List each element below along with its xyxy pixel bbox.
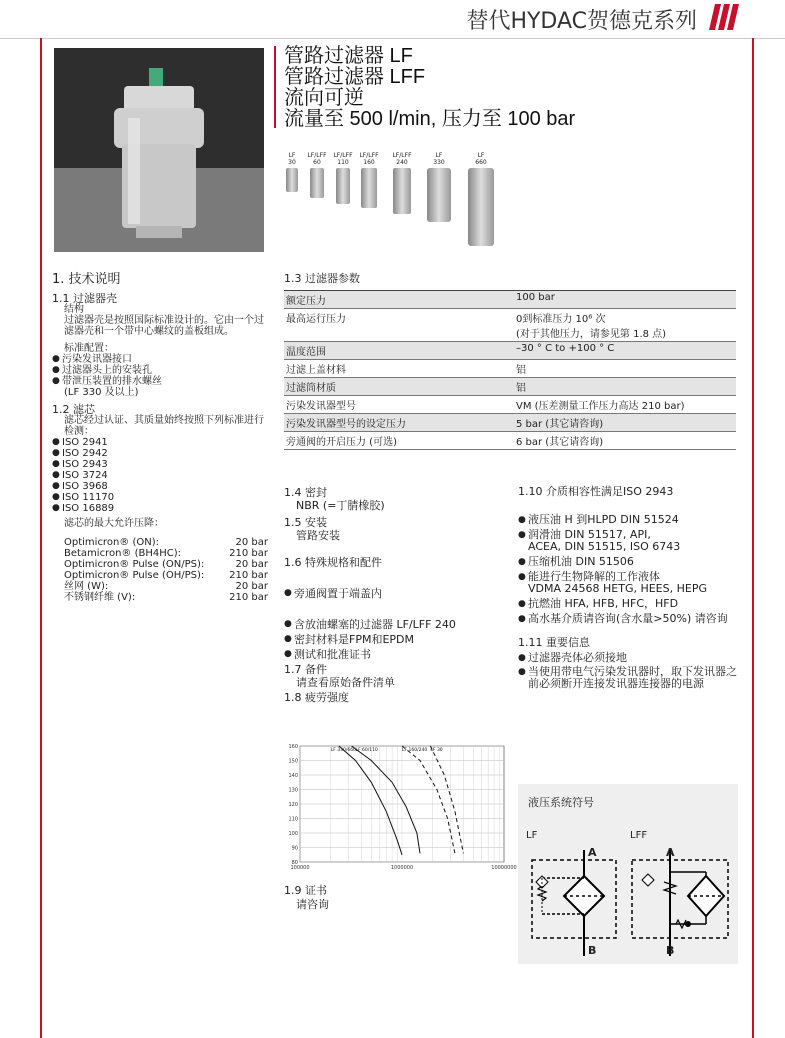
lff-symbol-icon [630, 846, 734, 962]
media-line: ● 抗燃油 HFA, HFB, HFC，HFD [528, 597, 679, 610]
table-row [284, 309, 736, 342]
media-line: ● 能进行生物降解的工作液体 [528, 570, 660, 583]
param-value: –30 ° C to +100 ° C [514, 342, 736, 360]
variant-name: LF [288, 152, 296, 159]
param-key: 额定压力 [284, 291, 514, 309]
pressure-value: 210 bar [229, 548, 268, 559]
table-row [284, 291, 736, 309]
section-1-2-text: 滤芯经过认证、其质量始终按照下列标准进行检测： [64, 415, 264, 437]
media-line: ● 压缩机油 DIN 51506 [528, 555, 634, 568]
left-column [52, 268, 266, 603]
pressure-name: 丝网 (W): [64, 581, 109, 592]
variant-lflff-240 [390, 152, 414, 214]
section-1-2-title: 1.2 滤芯 [52, 403, 95, 416]
section-1-8-title: 1.8 疲劳强度 [284, 691, 349, 704]
variant-name: LF/LFF [392, 152, 412, 159]
chart-series-label: LF 160/240 [402, 748, 428, 753]
media-item [518, 514, 744, 526]
brand-slash-icon [707, 4, 741, 30]
chart-y-tick-label: 150 [288, 758, 298, 765]
chart-y-tick-label: 140 [288, 773, 298, 779]
section-1-4-text: NBR (=丁腈橡胶) [296, 499, 385, 512]
variant-name: LF/LFF [307, 152, 327, 159]
variant-name: LF/LFF [333, 152, 353, 159]
variant-name: LF/LFF [359, 152, 379, 159]
pressure-list [52, 537, 266, 603]
left-accent-bar [40, 38, 42, 1038]
pressure-row [64, 570, 268, 581]
table-row [284, 342, 736, 360]
chart-x-tick-label: 10000000 [491, 865, 517, 871]
param-value: 100 bar [514, 291, 736, 309]
chart-series-label: LF 30 [430, 748, 443, 753]
header-rule [0, 38, 785, 39]
right-column [518, 486, 744, 690]
variant-lflff-60 [306, 152, 328, 198]
symbol-lf-label: LF [526, 830, 538, 841]
fatigue-strength-chart [284, 740, 517, 874]
iso-item: ● ISO 3968 [52, 481, 266, 492]
param-value: 6 bar (其它请咨询) [514, 432, 736, 450]
variant-housing [427, 168, 451, 222]
special-item: ● 含放油螺塞的过滤器 LF/LFF 240 [284, 618, 504, 631]
chart-y-tick-label: 130 [288, 787, 298, 794]
pressure-value: 20 bar [235, 581, 268, 592]
filter-housing-image [54, 48, 264, 252]
media-item [518, 556, 744, 568]
middle-accent-bar [274, 46, 276, 128]
pressure-value: 210 bar [229, 570, 268, 581]
pressure-name: 不锈钢纤维 (V): [64, 592, 136, 603]
hydraulic-symbols-title: 液压系统符号 [528, 796, 594, 809]
cert-block [284, 884, 329, 912]
section-1-5-title: 1.5 安装 [284, 516, 327, 529]
symbol-lff-label: LFF [630, 830, 648, 841]
important-item: ● 当使用带电气污染发讯器时，取下发讯器之前必须断开连接发讯器连接器的电源 [518, 666, 744, 690]
standard-config-item: ● 带泄压装置的排水螺丝 [52, 376, 266, 387]
iso-item: ● ISO 2943 [52, 459, 266, 470]
table-row [284, 396, 736, 414]
variant-size: 660 [475, 159, 487, 166]
variant-thumbnails [284, 152, 504, 252]
chart-y-tick-label: 90 [291, 845, 298, 852]
section-1-1-title: 1.1 过滤器壳 [52, 292, 117, 305]
right-accent-bar [752, 38, 754, 1038]
variant-lf-30 [284, 152, 300, 192]
media-item [518, 529, 744, 553]
pressure-row [64, 548, 268, 559]
iso-item: ● ISO 3724 [52, 470, 266, 481]
pressure-name: Optimicron® Pulse (OH/PS): [64, 570, 205, 581]
media-line: ACEA, DIN 51515, ISO 6743 [528, 540, 681, 553]
media-line: ● 液压油 H 到HLPD DIN 51524 [528, 513, 679, 526]
chart-series-label: LF 330/660 [330, 748, 357, 753]
media-line: VDMA 24568 HETG, HEES, HEPG [528, 582, 707, 595]
pressure-row [64, 537, 268, 548]
section-1-6-title: 1.6 特殊规格和配件 [284, 556, 382, 569]
variant-size: 160 [363, 159, 375, 166]
chart-y-tick-label: 80 [291, 860, 298, 866]
chart-y-tick-label: 110 [288, 816, 298, 823]
special-item: ● 密封材料是FPM和EPDM [284, 633, 504, 646]
lff-port-a-label: A [666, 846, 675, 859]
section-1-5-text: 管路安装 [296, 529, 340, 542]
chart-series-label: LF 60/110 [355, 748, 378, 753]
standard-config-note: (LF 330 及以上) [64, 387, 139, 398]
variant-name: LF [435, 152, 443, 159]
pressure-row [64, 581, 268, 592]
lf-port-a-label: A [588, 846, 597, 859]
param-key: 温度范围 [284, 342, 514, 360]
pressure-name: Betamicron® (BH4HC): [64, 548, 182, 559]
table-row [284, 360, 736, 378]
section-1-1-sub: 结构 [64, 304, 84, 315]
title-line-4: 流量至 500 l/min, 压力至 100 bar [284, 108, 576, 130]
param-value-line1: 0到标准压力 10⁶ 次 [516, 314, 606, 325]
variant-housing [286, 168, 298, 192]
param-key: 过滤筒材质 [284, 378, 514, 396]
param-value: 铝 [514, 360, 736, 378]
chart-y-tick-label: 120 [288, 802, 298, 808]
param-key: 旁通阀的开启压力 (可选) [284, 432, 514, 450]
special-item: ● 旁通阀置于端盖内 [284, 587, 504, 600]
title-line-2: 管路过滤器 LFF [284, 66, 426, 88]
section-1-title: 1. 技术说明 [52, 272, 121, 287]
pressure-value: 20 bar [235, 537, 268, 548]
table-row [284, 378, 736, 396]
section-1-11-title: 1.11 重要信息 [518, 636, 590, 649]
series-title: 替代HYDAC贺德克系列 [466, 9, 697, 34]
iso-item: ● ISO 2941 [52, 437, 266, 448]
media-item [518, 571, 744, 595]
iso-item: ● ISO 2942 [52, 448, 266, 459]
variant-housing [393, 168, 411, 214]
standard-config-title: 标准配置： [64, 343, 114, 354]
section-1-9-text: 请咨询 [296, 898, 329, 911]
variant-lflff-110 [332, 152, 354, 204]
section-1-4-title: 1.4 密封 [284, 486, 327, 499]
param-key: 过滤上盖材料 [284, 360, 514, 378]
chart-x-tick-label: 1000000 [390, 865, 414, 871]
section-1-7-title: 1.7 备件 [284, 663, 327, 676]
section-1-1-text: 过滤器壳是按照国际标准设计的。它由一个过滤器壳和一个带中心螺纹的盖板组成。 [64, 315, 264, 337]
pressure-value: 210 bar [229, 592, 268, 603]
middle-column [284, 486, 504, 704]
iso-item: ● ISO 11170 [52, 492, 266, 503]
variant-size: 110 [337, 159, 349, 166]
title-line-1: 管路过滤器 LF [284, 45, 413, 67]
pressure-name: Optimicron® (ON): [64, 537, 159, 548]
variant-housing [336, 168, 350, 204]
param-key: 污染发讯器型号 [284, 396, 514, 414]
variant-lf-330 [426, 152, 452, 222]
chart-y-tick-label: 160 [288, 744, 298, 750]
pressure-row [64, 559, 268, 570]
params-table-wrap [284, 290, 736, 450]
param-value: 5 bar (其它请咨询) [514, 414, 736, 432]
important-item: ● 过滤器壳体必须接地 [518, 652, 744, 664]
table-row [284, 432, 736, 450]
lf-port-b-label: B [588, 944, 597, 957]
media-item [518, 613, 744, 625]
variant-size: 330 [433, 159, 445, 166]
variant-lflff-160 [358, 152, 380, 208]
product-title [284, 46, 575, 130]
chart-y-tick-label: 100 [288, 831, 298, 837]
params-table [284, 290, 736, 450]
variant-size: 240 [396, 159, 408, 166]
special-item: ● 测试和批准证书 [284, 648, 504, 661]
title-line-3: 流向可逆 [284, 87, 364, 109]
param-value: VM (压差测量工作压力高达 210 bar) [514, 396, 736, 414]
variant-size: 60 [313, 159, 321, 166]
iso-item: ● ISO 16889 [52, 503, 266, 514]
variant-name: LF [477, 152, 485, 159]
media-line: ● 润滑油 DIN 51517, API, [528, 528, 651, 541]
param-value: 铝 [514, 378, 736, 396]
variant-housing [468, 168, 494, 246]
variant-size: 30 [288, 159, 296, 166]
variant-lf-660 [466, 152, 496, 246]
pressure-name: Optimicron® Pulse (ON/PS): [64, 559, 205, 570]
media-item [518, 598, 744, 610]
variant-housing [361, 168, 377, 208]
pressure-row [64, 592, 268, 603]
hydraulic-symbols-box [518, 784, 738, 964]
standard-config-item: ● 过滤器头上的安装孔 [52, 365, 266, 376]
param-key: 污染发讯器型号的设定压力 [284, 414, 514, 432]
param-value-line2: (对于其他压力，请参见第 1.8 点) [516, 329, 667, 340]
section-1-10-title: 1.10 介质相容性满足ISO 2943 [518, 485, 674, 498]
params-title: 1.3 过滤器参数 [284, 272, 360, 285]
section-1-7-text: 请查看原始备件清单 [296, 676, 395, 689]
param-value [514, 309, 736, 342]
max-pressure-title: 滤芯的最大允许压降： [64, 518, 164, 529]
section-1-9-title: 1.9 证书 [284, 884, 327, 897]
chart-x-tick-label: 100000 [290, 865, 310, 871]
variant-housing [310, 168, 324, 198]
lff-port-b-label: B [666, 944, 675, 957]
product-photo [54, 48, 264, 252]
lf-symbol-icon [526, 846, 626, 962]
standard-config-item: ● 污染发讯器接口 [52, 354, 266, 365]
media-line: ● 高水基介质请咨询(含水量>50%) 请咨询 [528, 612, 728, 625]
pressure-value: 20 bar [235, 559, 268, 570]
param-key: 最高运行压力 [284, 309, 514, 342]
table-row [284, 414, 736, 432]
